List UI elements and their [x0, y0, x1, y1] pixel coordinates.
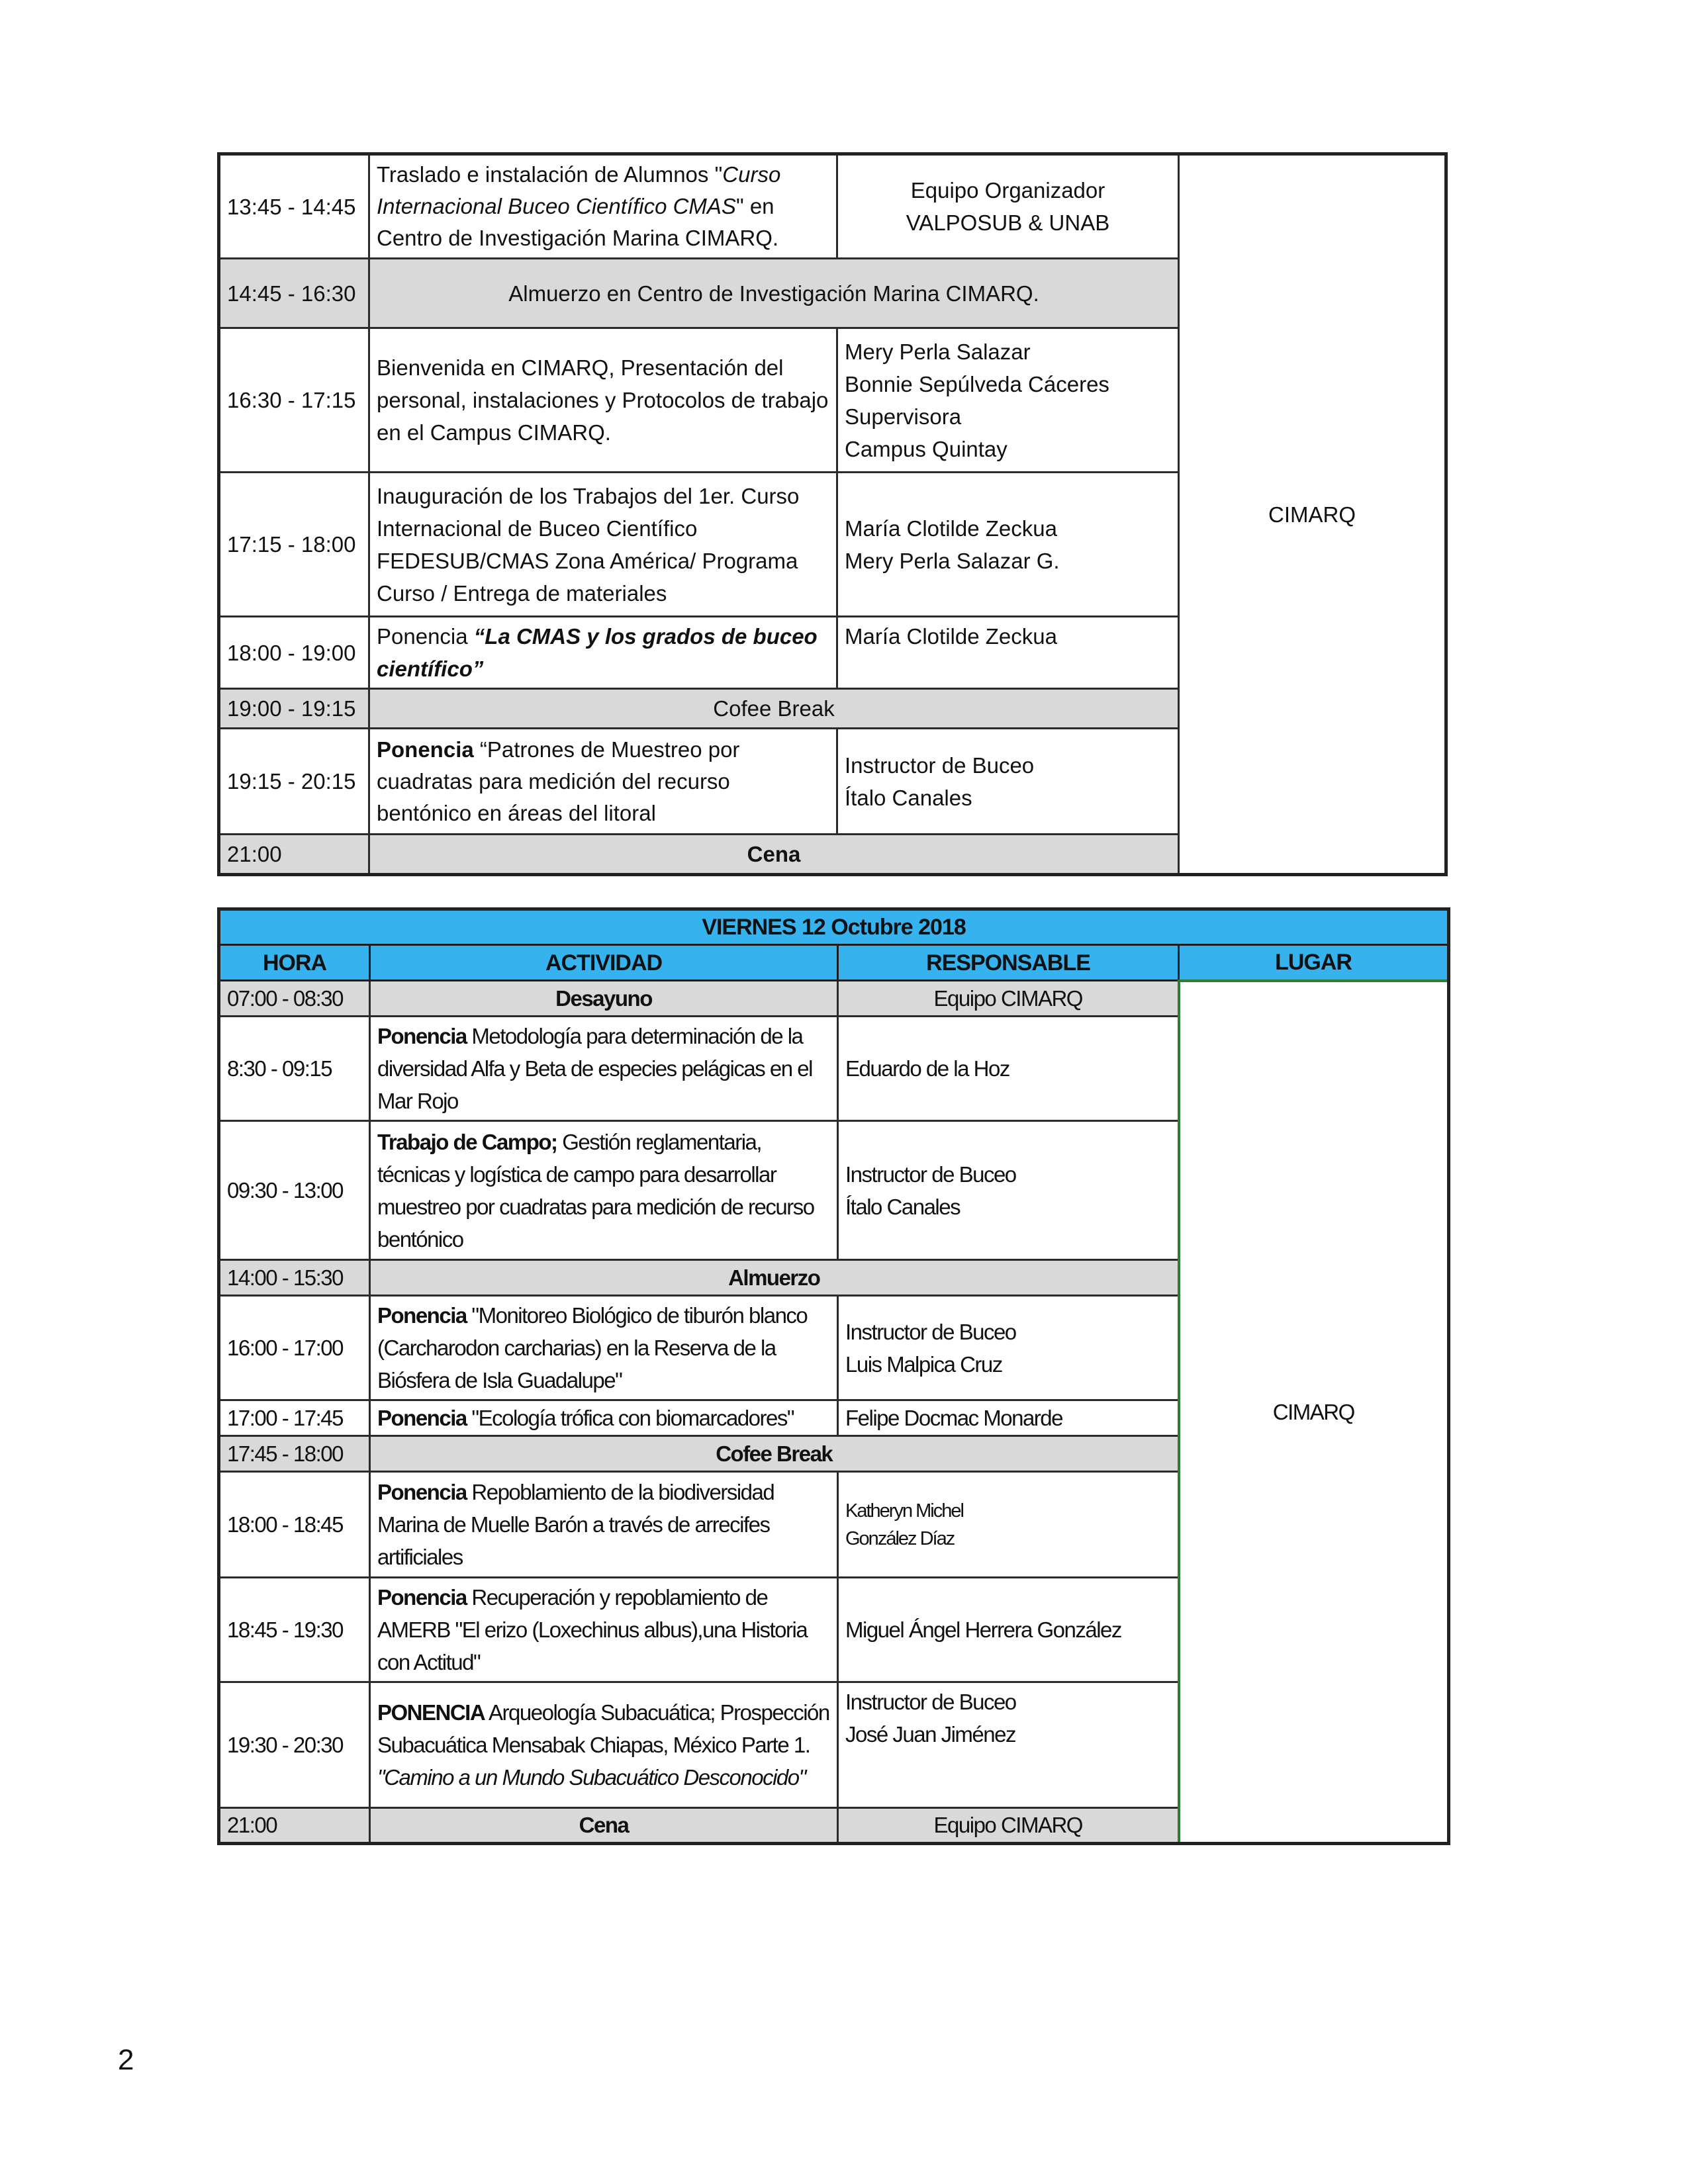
activity-cell: Cena	[370, 1808, 838, 1844]
table-header-row	[219, 945, 1449, 981]
activity-cell: Trabajo de Campo; Gestión reglamentaria, técnicas y logística de campo para desarrollar muestreo por cuadratas para medición de recurso bentónico	[370, 1121, 838, 1260]
time-cell: 13:45 - 14:45	[219, 154, 369, 259]
responsible-cell: Equipo Organizador VALPOSUB & UNAB	[837, 154, 1179, 259]
activity-cell: Cofee Break	[369, 689, 1179, 729]
time-cell: 16:30 - 17:15	[219, 328, 369, 473]
table-title-row	[219, 909, 1449, 945]
responsible-cell: Katheryn Michel González Díaz	[838, 1472, 1179, 1578]
time-cell: 18:45 - 19:30	[219, 1578, 370, 1682]
time-cell: 21:00	[219, 1808, 370, 1844]
activity-cell: Traslado e instalación de Alumnos "Curso Internacional Buceo Científico CMAS" en Centro de Investigación Marina CIMARQ.	[369, 154, 837, 259]
header-lugar: LUGAR	[1179, 945, 1449, 981]
responsible-cell: Mery Perla Salazar Bonnie Sepúlveda Cáceres Supervisora Campus Quintay	[837, 328, 1179, 473]
schedule-table-1	[217, 152, 1448, 876]
responsible-cell: Felipe Docmac Monarde	[838, 1400, 1179, 1436]
responsible-cell: Instructor de Buceo Ítalo Canales	[837, 729, 1179, 835]
header-actividad: ACTIVIDAD	[370, 945, 838, 981]
activity-cell: Cena	[369, 835, 1179, 875]
time-cell: 09:30 - 13:00	[219, 1121, 370, 1260]
time-cell: 19:00 - 19:15	[219, 689, 369, 729]
table-title: VIERNES 12 Octubre 2018	[219, 909, 1449, 945]
activity-cell: Almuerzo	[370, 1260, 1179, 1296]
time-cell: 19:30 - 20:30	[219, 1682, 370, 1808]
responsible-cell: Miguel Ángel Herrera González	[838, 1578, 1179, 1682]
lugar-cell: CIMARQ	[1179, 981, 1449, 1844]
activity-cell: Ponencia Metodología para determinación de la diversidad Alfa y Beta de especies pelágicas en el Mar Rojo	[370, 1017, 838, 1121]
activity-cell: Cofee Break	[370, 1436, 1179, 1472]
schedule-table-2	[217, 907, 1450, 1845]
time-cell: 21:00	[219, 835, 369, 875]
time-cell: 14:00 - 15:30	[219, 1260, 370, 1296]
activity-cell: Inauguración de los Trabajos del 1er. Curso Internacional de Buceo Científico FEDESUB/CMAS Zona América/ Programa Curso / Entrega de materiales	[369, 473, 837, 617]
time-cell: 07:00 - 08:30	[219, 981, 370, 1017]
activity-cell: Ponencia "Monitoreo Biológico de tiburón blanco (Carcharodon carcharias) en la Reserva de la Biósfera de Isla Guadalupe"	[370, 1296, 838, 1400]
time-cell: 18:00 - 18:45	[219, 1472, 370, 1578]
lugar-cell: CIMARQ	[1179, 154, 1446, 875]
activity-cell: Ponencia "Ecología trófica con biomarcadores"	[370, 1400, 838, 1436]
responsible-cell: Eduardo de la Hoz	[838, 1017, 1179, 1121]
header-hora: HORA	[219, 945, 370, 981]
time-cell: 18:00 - 19:00	[219, 617, 369, 689]
responsible-cell: Instructor de Buceo José Juan Jiménez	[838, 1682, 1179, 1808]
page-number: 2	[118, 2044, 134, 2076]
responsible-cell: Equipo CIMARQ	[838, 1808, 1179, 1844]
responsible-cell: Instructor de Buceo Luis Malpica Cruz	[838, 1296, 1179, 1400]
header-responsable: RESPONSABLE	[838, 945, 1179, 981]
time-cell: 16:00 - 17:00	[219, 1296, 370, 1400]
time-cell: 14:45 - 16:30	[219, 259, 369, 328]
responsible-cell: María Clotilde Zeckua Mery Perla Salazar G.	[837, 473, 1179, 617]
activity-cell: Bienvenida en CIMARQ, Presentación del personal, instalaciones y Protocolos de trabajo en el Campus CIMARQ.	[369, 328, 837, 473]
activity-cell: Ponencia Recuperación y repoblamiento de AMERB "El erizo (Loxechinus albus),una Historia con Actitud"	[370, 1578, 838, 1682]
table-row	[219, 154, 1446, 259]
responsible-cell: María Clotilde Zeckua	[837, 617, 1179, 689]
responsible-cell: Equipo CIMARQ	[838, 981, 1179, 1017]
time-cell: 8:30 - 09:15	[219, 1017, 370, 1121]
time-cell: 17:45 - 18:00	[219, 1436, 370, 1472]
activity-cell: Almuerzo en Centro de Investigación Marina CIMARQ.	[369, 259, 1179, 328]
time-cell: 17:15 - 18:00	[219, 473, 369, 617]
activity-cell: Ponencia “La CMAS y los grados de buceo científico”	[369, 617, 837, 689]
time-cell: 17:00 - 17:45	[219, 1400, 370, 1436]
table-row	[219, 981, 1449, 1017]
activity-cell: Desayuno	[370, 981, 838, 1017]
activity-cell: Ponencia “Patrones de Muestreo por cuadratas para medición del recurso bentónico en áreas del litoral	[369, 729, 837, 835]
responsible-cell: Instructor de Buceo Ítalo Canales	[838, 1121, 1179, 1260]
activity-cell: PONENCIA Arqueología Subacuática; Prospección Subacuática Mensabak Chiapas, México Parte 1. "Camino a un Mundo Subacuático Desconocido"	[370, 1682, 838, 1808]
activity-cell: Ponencia Repoblamiento de la biodiversidad Marina de Muelle Barón a través de arrecifes artificiales	[370, 1472, 838, 1578]
time-cell: 19:15 - 20:15	[219, 729, 369, 835]
